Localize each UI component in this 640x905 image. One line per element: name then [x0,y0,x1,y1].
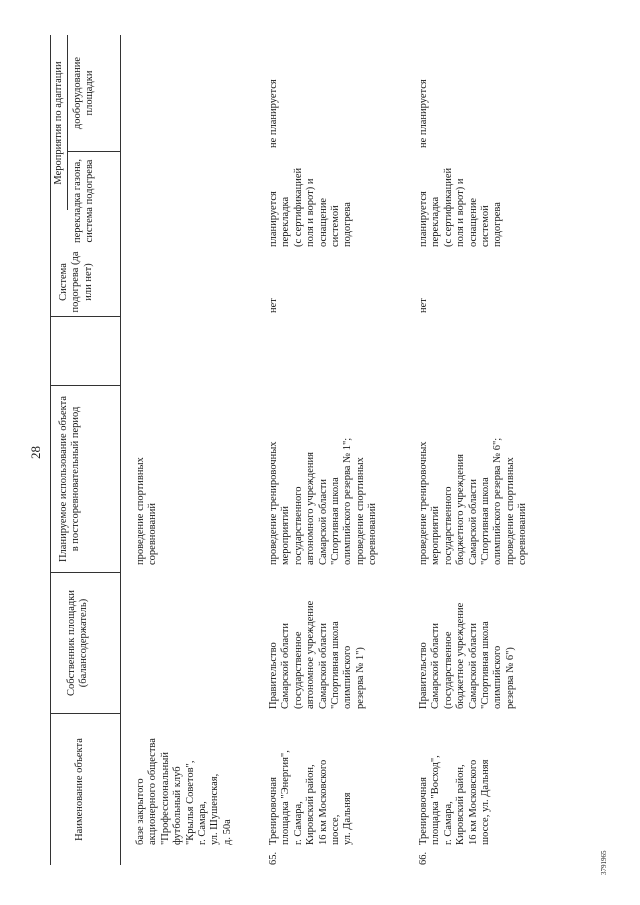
row-66-heating: нет [418,298,429,313]
row-65-number: 65. [268,851,279,865]
continued-row-name: базе закрытого акционерного общества "Профессиональный футбольный клуб "Крылья Советов", г. Самара, ул. Шушенская, д. 50а [135,738,233,845]
row-66-number: 66. [418,851,429,865]
row-66-owner: Правительство Самарской области (государственное бюджетное учреждение Самарской области "Спортивная школа олимпийского резерва № 6") [418,602,516,709]
row-66-equipment: не планируется [418,79,429,148]
header-usage: Планируемое использование объекта в постсоревновательный период [58,395,82,563]
row-65-heating: нет [268,298,279,313]
row-66-usage: проведение тренировочных мероприятий государственного бюджетного учреждения Самарской области "Спортивная школа олимпийского резерва № 6"; проведение спортивных соревнований [418,437,529,565]
header-bottom-border [120,35,121,865]
row-65-owner: Правительство Самарской области (государственное автономное учреждение Самарской области "Спортивная школа олимпийского резерва № 1") [268,600,366,709]
row-65-equipment: не планируется [268,79,279,148]
page-number: 28 [28,446,43,459]
row-66-name: Тренировочная площадка "Восход", г. Самара, Кировский район, 16 км Московского шоссе, ул. Дальняя [418,755,492,845]
header-owner: Собственник площадки (балансодержатель) [66,590,90,696]
column-divider-heating-adaptation [50,316,120,317]
header-adaptation-group: Мероприятия по адаптации [53,61,64,185]
header-heating: Система подогрева (да или нет) [58,251,94,313]
header-turf: перекладка газона, система подогрева [72,159,96,243]
header-equipment: дооборудование площадки [72,56,96,130]
continued-row-usage: проведение спортивных соревнований [135,457,159,565]
column-divider-name-owner [50,713,120,714]
document-id: 3791965 [600,850,608,875]
column-divider-turf-equipment [67,151,120,152]
row-65-turf: планируется перекладка (с сертификацией поля и ворот) и оснащение системой подогрева [268,167,354,247]
header-name: Наименование объекта [74,738,85,841]
row-65-usage: проведение тренировочных мероприятий государственного автономного учреждения Самарской области "Спортивная школа олимпийского резерва № 1"; проведение спортивных соревнований [268,437,379,565]
column-divider-usage-heating [50,385,120,386]
row-65-name: Тренировочная площадка "Энергия", г. Самара, Кировский район, 16 км Московского шоссе, ул. Дальняя [268,750,354,845]
adaptation-group-underline [67,35,68,210]
row-66-turf: планируется перекладка (с сертификацией поля и ворот) и оснащение системой подогрева [418,167,504,247]
column-divider-owner-usage [50,572,120,573]
table-top-border [50,35,51,865]
